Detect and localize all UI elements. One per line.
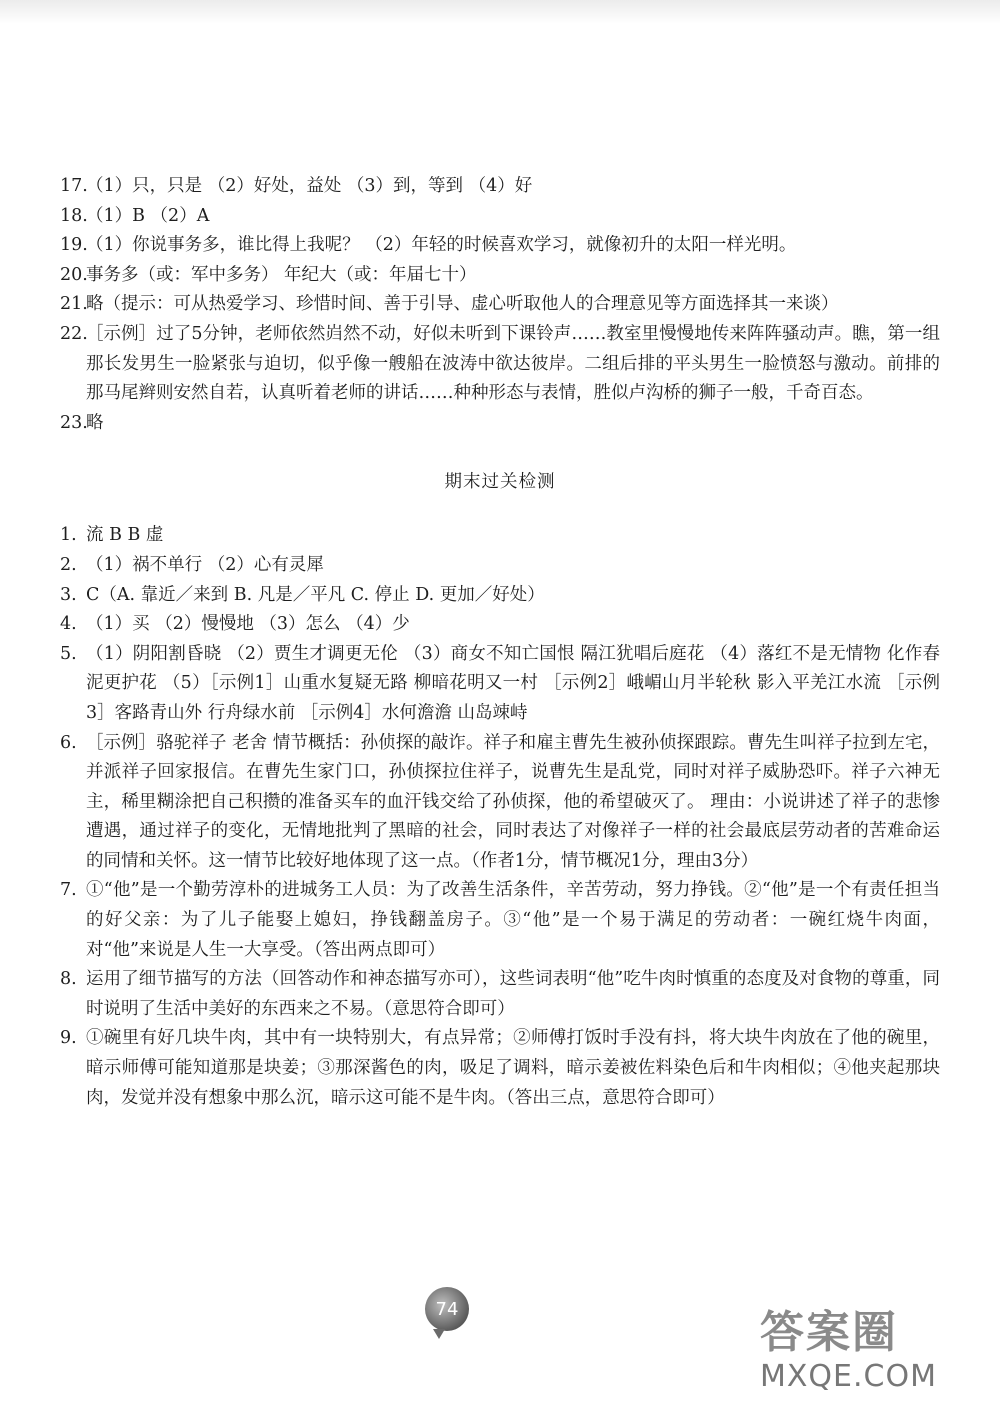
answer-item xyxy=(60,521,940,551)
answer-text: 略（提示：可从热爱学习、珍惜时间、善于引导、虚心听取他人的合理意见等方面选择其一来谈） xyxy=(86,294,839,315)
answer-number: 20. xyxy=(60,264,88,285)
answer-number: 23. xyxy=(60,412,88,433)
answer-text: ①“他”是一个勤劳淳朴的进城务工人员：为了改善生活条件，辛苦劳动，努力挣钱。②“他”是一个有责任担当的好父亲：为了儿子能娶上媳妇，挣钱翻盖房子。③“他”是一个易于满足的劳动者：一碗红烧牛肉面，对“他”来说是人生一大享受。（答出两点即可） xyxy=(86,880,940,960)
answer-item xyxy=(60,231,940,261)
answer-number: 7. xyxy=(60,880,77,901)
answer-text: （1）买 （2）慢慢地 （3）怎么 （4）少 xyxy=(86,614,410,635)
answer-text: （1）你说事务多，谁比得上我呢？ （2）年轻的时候喜欢学习，就像初升的太阳一样光明。 xyxy=(86,235,797,256)
answer-item xyxy=(60,172,940,202)
watermark xyxy=(760,1305,990,1400)
answer-number: 19. xyxy=(60,235,88,256)
answer-number: 1. xyxy=(60,525,77,546)
answer-number: 21. xyxy=(60,294,88,315)
answer-number: 2. xyxy=(60,554,77,575)
answer-item xyxy=(60,965,940,1024)
answer-number: 8. xyxy=(60,969,77,990)
answer-text: ［示例］过了5分钟，老师依然岿然不动，好似未听到下课铃声……教室里慢慢地传来阵阵骚动声。瞧，第一组那长发男生一脸紧张与迫切，似乎像一艘船在波涛中欲达彼岸。二组后排的平头男生一脸愤怒与激动。前排的那马尾辫则安然自若，认真听着老师的讲话……种种形态与表情，胜似卢沟桥的狮子一般，千奇百态。 xyxy=(86,323,940,404)
answer-number: 9. xyxy=(60,1028,77,1049)
answer-number: 22. xyxy=(60,323,88,344)
answer-number: 17. xyxy=(60,176,88,196)
answer-item xyxy=(60,290,940,320)
answer-text: 运用了细节描写的方法（回答动作和神态描写亦可），这些词表明“他”吃牛肉时慎重的态度及对食物的尊重，同时说明了生活中美好的东西来之不易。（意思符合即可） xyxy=(86,969,940,1019)
answer-text: ［示例］骆驼祥子 老舍 情节概括：孙侦探的敲诈。祥子和雇主曹先生被孙侦探跟踪。曹先生叫祥子拉到左宅，并派祥子回家报信。在曹先生家门口，孙侦探拉住祥子，说曹先生是乱党，同时对祥子威胁恐吓。祥子六神无主，稀里糊涂把自己积攒的准备买车的血汗钱交给了孙侦探，他的希望破灭了。 理由：小说讲述了祥子的悲惨遭遇，通过祥子的变化，无情地批判了黑暗的社会，同时表达了对像祥子一样的社会最底层劳动者的苦难命运的同情和关怀。这一情节比较好地体现了这一点。（作者1分，情节概况1分，理由3分） xyxy=(86,732,940,871)
answer-item xyxy=(60,876,940,965)
answer-item xyxy=(60,610,940,640)
answer-text: （1）B （2）A xyxy=(86,205,210,226)
answer-item xyxy=(60,551,940,581)
answer-text: 流 B B 虚 xyxy=(86,525,164,546)
section-title: 期末过关检测 xyxy=(444,472,556,493)
page-number-badge xyxy=(425,1287,469,1331)
answer-list-bottom xyxy=(60,521,940,1113)
answer-text: C（A. 靠近／来到 B. 凡是／平凡 C. 停止 D. 更加／好处） xyxy=(86,584,545,605)
answer-text: （1）阴阳割昏晓 （2）贾生才调更无伦 （3）商女不知亡国恨 隔江犹唱后庭花 （4）落红不是无情物 化作春泥更护花 （5）［示例1］山重水复疑无路 柳暗花明又一村 ［示例2］峨嵋山月半轮秋 影入平羌江水流 ［示例3］客路青山外 行舟绿水前 ［示例4］水何澹澹 山岛竦峙 xyxy=(86,643,940,723)
watermark-url: MXQE.COM xyxy=(760,1359,937,1394)
answer-number: 4. xyxy=(60,614,77,635)
answer-item xyxy=(60,640,940,729)
answer-item xyxy=(60,261,940,291)
answer-number: 3. xyxy=(60,584,77,605)
answer-list-top xyxy=(60,172,940,438)
answer-number: 18. xyxy=(60,205,88,226)
answer-item xyxy=(60,729,940,877)
answer-content xyxy=(60,172,940,1113)
answer-text: （1）只，只是 （2）好处，益处 （3）到，等到 （4）好 xyxy=(86,176,533,196)
answer-item xyxy=(60,202,940,232)
answer-text: ①碗里有好几块牛肉，其中有一块特别大，有点异常；②师傅打饭时手没有抖，将大块牛肉放在了他的碗里，暗示师傅可能知道那是块姜；③那深酱色的肉，吸足了调料，暗示姜被佐料染色后和牛肉相似；④他夹起那块肉，发觉并没有想象中那么沉，暗示这可能不是牛肉。（答出三点，意思符合即可） xyxy=(86,1028,940,1108)
answer-number: 6. xyxy=(60,732,77,753)
answer-item xyxy=(60,1024,940,1113)
answer-item xyxy=(60,581,940,611)
answer-item xyxy=(60,320,940,409)
answer-text: （1）祸不单行 （2）心有灵犀 xyxy=(86,554,324,575)
answer-number: 5. xyxy=(60,643,77,664)
answer-text: 事务多（或：军中多务） 年纪大（或：年届七十） xyxy=(86,264,477,285)
answer-item xyxy=(60,409,940,439)
page-number: 74 xyxy=(435,1298,459,1320)
watermark-logo: 答案圈 xyxy=(760,1307,898,1358)
answer-text: 略 xyxy=(86,412,104,433)
scan-edge xyxy=(0,0,1000,24)
